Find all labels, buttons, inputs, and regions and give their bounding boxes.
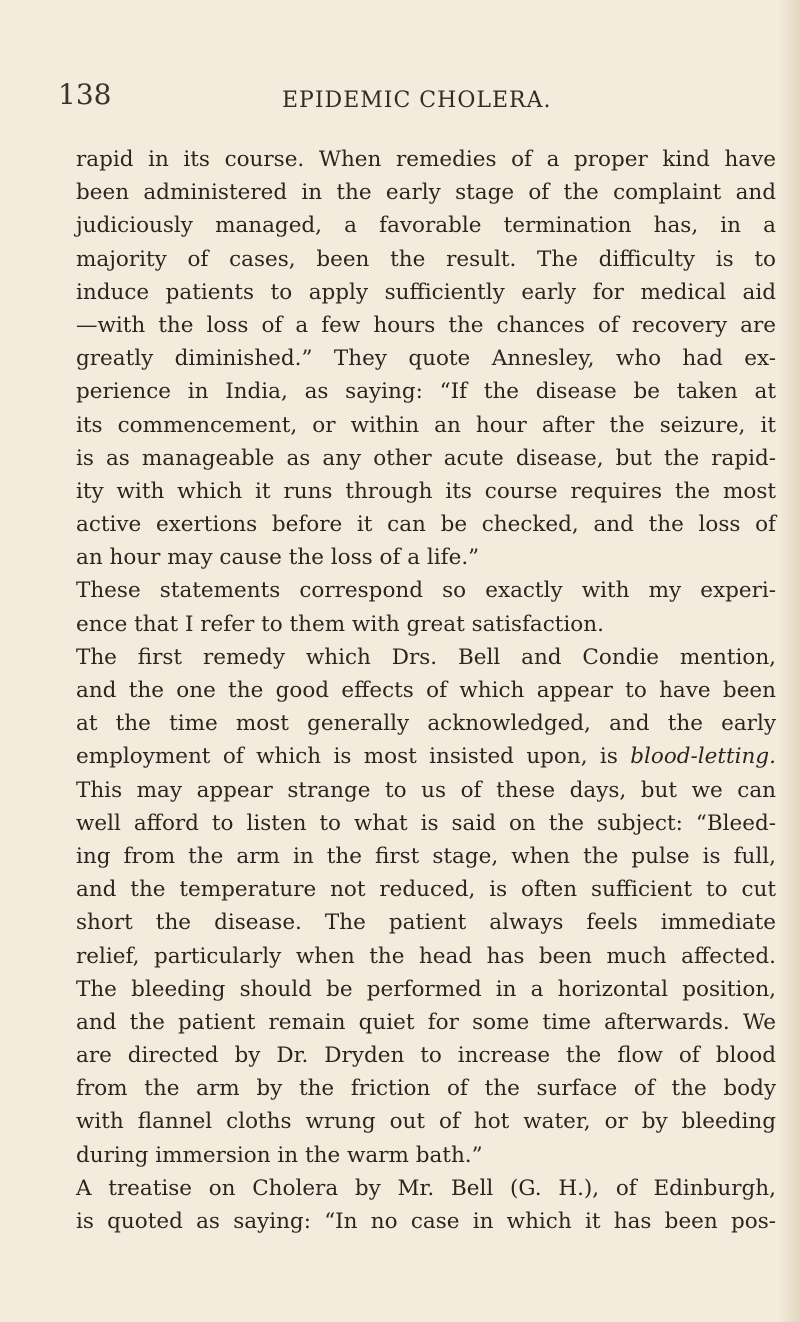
text-line-content: ity with which it runs through its course requires the most <box>76 478 776 504</box>
text-line-content: These statements correspond so exactly with my experi- <box>76 578 776 604</box>
text-line <box>76 840 776 873</box>
text-line-content: greatly diminished.” They quote Annesley, who had ex- <box>76 346 776 372</box>
text-line-content: well afford to listen to what is said on the subject: “Bleed- <box>76 810 776 836</box>
text-line-content: are directed by Dr. Dryden to increase the flow of blood <box>76 1043 776 1069</box>
text-line <box>76 574 776 607</box>
text-line-content: majority of cases, been the result. The difficulty is to <box>76 246 776 272</box>
text-line-content: from the arm by the friction of the surface of the body <box>76 1076 776 1102</box>
text-line-content: A treatise on Cholera by Mr. Bell (G. H.), of Edinburgh, <box>76 1175 776 1201</box>
text-line-content: relief, particularly when the head has been much affected. <box>76 943 776 969</box>
text-line <box>76 176 776 209</box>
text-line <box>76 1072 776 1105</box>
running-head: EPIDEMIC CHOLERA. <box>282 88 552 113</box>
page-number: 138 <box>58 78 112 111</box>
body-text <box>76 143 776 1238</box>
text-line <box>76 243 776 276</box>
text-line <box>76 707 776 740</box>
text-line <box>76 442 776 475</box>
text-line-content: induce patients to apply sufficiently early for medical aid <box>76 279 776 305</box>
text-line-content: rapid in its course. When remedies of a proper kind have <box>76 147 776 172</box>
text-line <box>76 608 776 641</box>
text-line-content: This may appear strange to us of these days, but we can <box>76 777 776 803</box>
text-line-content: with flannel cloths wrung out of hot water, or by bleeding <box>76 1109 776 1135</box>
text-line <box>76 873 776 906</box>
text-line <box>76 740 776 773</box>
text-line <box>76 906 776 939</box>
text-line <box>76 508 776 541</box>
text-line <box>76 1139 776 1172</box>
text-line-content: at the time most generally acknowledged, and the early <box>76 711 776 737</box>
text-line-content: during immersion in the warm bath.” <box>76 1142 483 1168</box>
text-line-content: an hour may cause the loss of a life.” <box>76 545 480 571</box>
text-line-content: judiciously managed, a favorable termination has, in a <box>76 213 776 239</box>
text-line-content: The first remedy which Drs. Bell and Condie mention, <box>76 644 776 670</box>
text-line <box>76 309 776 342</box>
text-line <box>76 807 776 840</box>
text-line <box>76 409 776 442</box>
text-line-content: is as manageable as any other acute disease, but the rapid- <box>76 445 776 471</box>
text-line <box>76 641 776 674</box>
text-line-content: its commencement, or within an hour after the seizure, it <box>76 412 776 438</box>
italic-term: blood-letting. <box>630 744 777 770</box>
text-line-content: perience in India, as saying: “If the disease be taken at <box>76 379 776 405</box>
text-line <box>76 209 776 242</box>
text-line-content: is quoted as saying: “In no case in which it has been pos- <box>76 1209 776 1234</box>
text-line <box>76 1172 776 1205</box>
text-line <box>76 276 776 309</box>
text-line-content: been administered in the early stage of the complaint and <box>76 180 776 206</box>
text-line-content: ence that I refer to them with great satisfaction. <box>76 611 604 637</box>
page-edge-shadow <box>778 0 800 1322</box>
text-line <box>76 342 776 375</box>
text-line-content: employment of which is most insisted upon, is <box>76 744 618 770</box>
text-line <box>76 774 776 807</box>
text-line-content: short the disease. The patient always feels immediate <box>76 910 776 936</box>
text-line-content: and the temperature not reduced, is often sufficient to cut <box>76 877 776 903</box>
text-line <box>76 143 776 176</box>
text-line-content: ing from the arm in the first stage, when the pulse is full, <box>76 843 776 869</box>
text-line <box>76 1105 776 1138</box>
text-line <box>76 674 776 707</box>
text-line <box>76 1006 776 1039</box>
text-line <box>76 973 776 1006</box>
text-line <box>76 940 776 973</box>
text-line <box>76 375 776 408</box>
text-line-content: and the patient remain quiet for some time afterwards. We <box>76 1009 776 1035</box>
text-line-content: —with the loss of a few hours the chances of recovery are <box>76 312 776 338</box>
text-line <box>76 475 776 508</box>
text-line <box>76 1205 776 1238</box>
text-line <box>76 541 776 574</box>
text-line-content: The bleeding should be performed in a horizontal position, <box>76 976 776 1002</box>
text-line <box>76 1039 776 1072</box>
text-line-content: active exertions before it can be checked, and the loss of <box>76 512 776 538</box>
text-line-content: and the one the good effects of which appear to have been <box>76 678 776 703</box>
